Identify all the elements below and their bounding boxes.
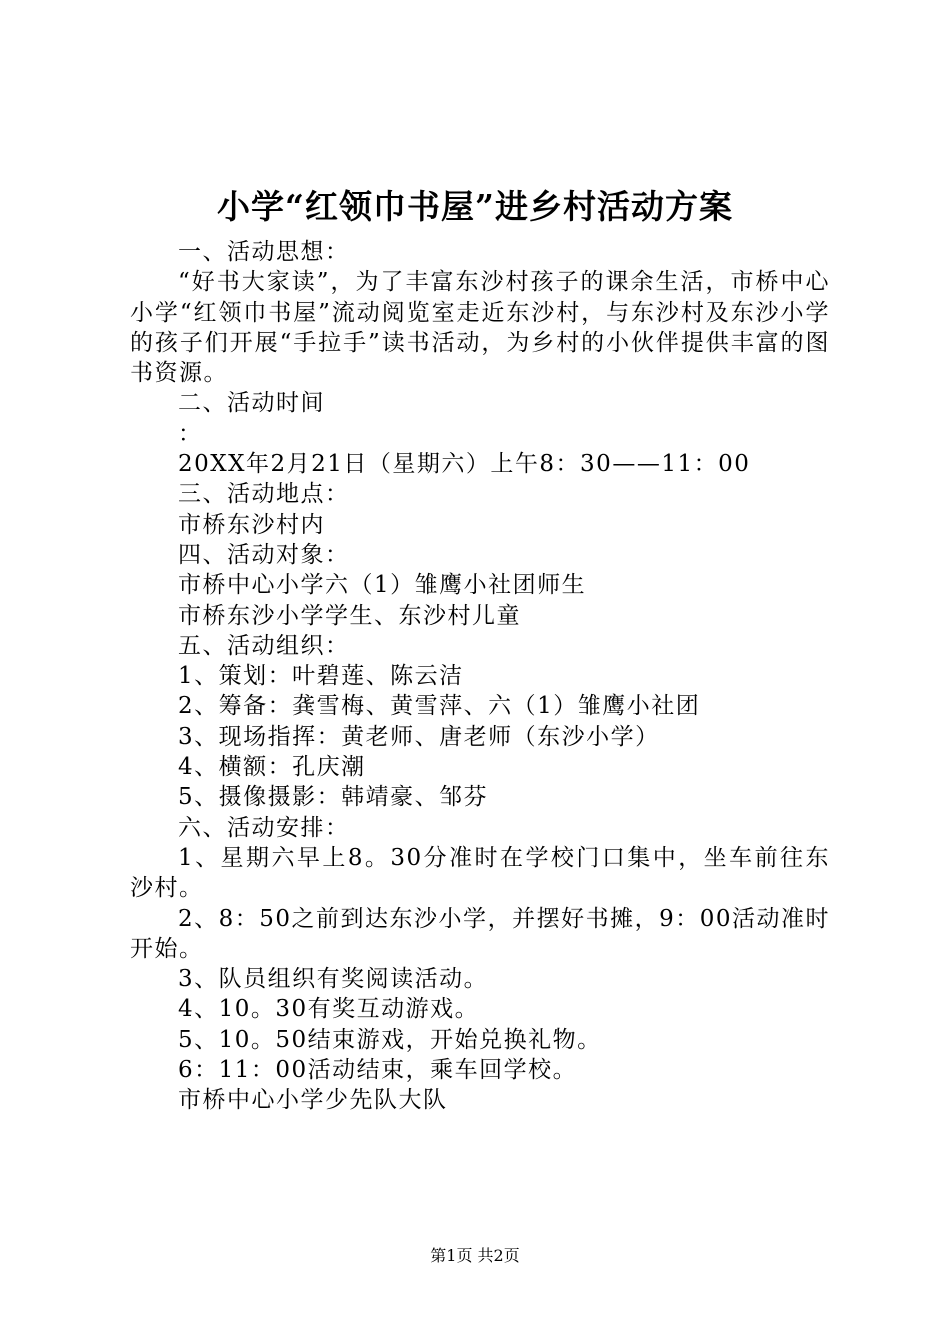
document-body: [130, 237, 830, 1116]
schedule-item: 5、10。50结束游戏，开始兑换礼物。: [178, 1026, 602, 1053]
schedule-item: 6：11：00活动结束，乘车回学校。: [178, 1057, 578, 1084]
organization-item: 5、摄像摄影：韩靖豪、邹芬: [178, 784, 489, 811]
section-heading-location: 三、活动地点：: [178, 481, 350, 508]
organization-item: 4、横额：孔庆潮: [178, 754, 366, 781]
section-heading-participants: 四、活动对象：: [178, 541, 350, 568]
section-body-time: 20XX年2月21日（星期六）上午8：30——11：00: [178, 451, 751, 478]
section-heading-thought: 一、活动思想：: [178, 239, 350, 265]
section-time-colon: ：: [178, 420, 203, 447]
organization-item: 2、筹备：龚雪梅、黄雪萍、六（1）雏鹰小社团: [178, 693, 701, 720]
document-title: 小学“红领巾书屋”进乡村活动方案: [217, 187, 733, 226]
section-heading-schedule: 六、活动安排：: [178, 814, 350, 841]
section-heading-organization: 五、活动组织：: [178, 632, 350, 659]
schedule-item: 4、10。30有奖互动游戏。: [178, 996, 480, 1023]
section-heading-time: 二、活动时间: [178, 390, 325, 417]
page-footer: 第1页 共2页: [430, 1246, 520, 1265]
organization-item: 1、策划：叶碧莲、陈云洁: [178, 663, 464, 690]
schedule-item: 3、队员组织有奖阅读活动。: [178, 966, 489, 993]
participants-line: 市桥东沙小学学生、东沙村儿童: [178, 602, 521, 629]
participants-line: 市桥中心小学六（1）雏鹰小社团师生: [178, 572, 587, 599]
organization-item: 3、现场指挥：黄老师、唐老师（东沙小学）: [178, 723, 660, 750]
schedule-item: 1、星期六早上8。30分准时在学校门口集中，坐车前往东沙村。: [130, 844, 830, 902]
schedule-item: 2、8：50之前到达东沙小学，并摆好书摊，9：00活动准时开始。: [130, 905, 830, 962]
section-body-thought: “好书大家读”，为了丰富东沙村孩子的课余生活，市桥中心小学“红领巾书屋”流动阅览室走近东沙村，与东沙村及东沙小学的孩子们开展“手拉手”读书活动，为乡村的小伙伴提供丰富的图书资源。: [130, 269, 830, 387]
signature: 市桥中心小学少先队大队: [178, 1087, 448, 1114]
section-body-location: 市桥东沙村内: [178, 511, 325, 538]
